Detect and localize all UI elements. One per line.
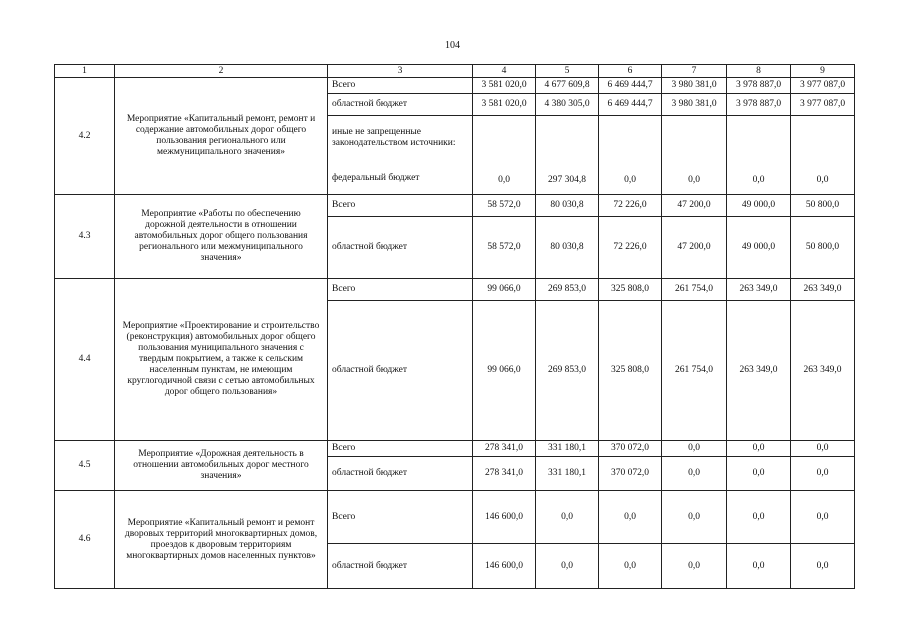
row-number: 4.3 bbox=[55, 195, 115, 279]
source-label: областной бюджет bbox=[328, 544, 473, 589]
value-cell: 146 600,0 bbox=[473, 544, 536, 589]
value-cell: 0,0 bbox=[662, 457, 727, 491]
row-number: 4.4 bbox=[55, 279, 115, 441]
value-cell: 3 978 887,0 bbox=[727, 94, 791, 116]
value-cell: 146 600,0 bbox=[473, 491, 536, 544]
value-cell: 49 000,0 bbox=[727, 217, 791, 279]
value-cell: 72 226,0 bbox=[599, 195, 662, 217]
value-cell: 6 469 444,7 bbox=[599, 78, 662, 94]
value-cell: 47 200,0 bbox=[662, 195, 727, 217]
table-row bbox=[55, 441, 855, 457]
measure-name: Мероприятие «Дорожная деятельность в отношении автомобильных дорог местного значения» bbox=[115, 441, 328, 491]
value-cell: 0,0 bbox=[727, 441, 791, 457]
value-cell: 0,0 bbox=[662, 116, 727, 195]
value-cell: 331 180,1 bbox=[536, 441, 599, 457]
measure-name: Мероприятие «Проектирование и строительство (реконструкция) автомобильных дорог общего пользования муниципального значения с твердым покрытием, а также к сельским населенным пунктам, не имеющим круглогодичной связи с сетью автомобильных дорог общего пользования» bbox=[115, 279, 328, 441]
source-label: Всего bbox=[328, 441, 473, 457]
row-number: 4.2 bbox=[55, 78, 115, 195]
value-cell: 0,0 bbox=[727, 491, 791, 544]
value-cell: 3 980 381,0 bbox=[662, 94, 727, 116]
value-cell: 278 341,0 bbox=[473, 441, 536, 457]
header-row bbox=[55, 65, 855, 78]
value-cell: 80 030,8 bbox=[536, 217, 599, 279]
value-cell: 49 000,0 bbox=[727, 195, 791, 217]
value-cell: 263 349,0 bbox=[727, 279, 791, 301]
source-label: областной бюджет bbox=[328, 457, 473, 491]
value-cell: 58 572,0 bbox=[473, 195, 536, 217]
page-number: 104 bbox=[445, 40, 460, 51]
source-label-group bbox=[328, 116, 473, 195]
value-cell: 0,0 bbox=[599, 544, 662, 589]
value-cell: 3 977 087,0 bbox=[791, 94, 855, 116]
value-cell: 72 226,0 bbox=[599, 217, 662, 279]
measure-name: Мероприятие «Капитальный ремонт, ремонт и содержание автомобильных дорог общего пользования регионального или межмуниципального значения» bbox=[115, 78, 328, 195]
table-row bbox=[55, 279, 855, 301]
value-cell: 0,0 bbox=[662, 441, 727, 457]
value-cell: 0,0 bbox=[791, 441, 855, 457]
value-cell: 297 304,8 bbox=[536, 116, 599, 195]
value-cell: 3 581 020,0 bbox=[473, 78, 536, 94]
value-cell: 0,0 bbox=[791, 544, 855, 589]
value-cell: 325 808,0 bbox=[599, 279, 662, 301]
value-cell: 99 066,0 bbox=[473, 301, 536, 441]
table-row bbox=[55, 78, 855, 94]
value-cell: 4 677 609,8 bbox=[536, 78, 599, 94]
source-label: областной бюджет bbox=[328, 217, 473, 279]
value-cell: 370 072,0 bbox=[599, 441, 662, 457]
row-number: 4.6 bbox=[55, 491, 115, 589]
value-cell: 269 853,0 bbox=[536, 301, 599, 441]
value-cell: 0,0 bbox=[727, 116, 791, 195]
header-cell: 9 bbox=[791, 65, 855, 78]
value-cell: 3 978 887,0 bbox=[727, 78, 791, 94]
value-cell: 0,0 bbox=[662, 491, 727, 544]
value-cell: 6 469 444,7 bbox=[599, 94, 662, 116]
header-cell: 6 bbox=[599, 65, 662, 78]
header-cell: 3 bbox=[328, 65, 473, 78]
value-cell: 278 341,0 bbox=[473, 457, 536, 491]
value-cell: 80 030,8 bbox=[536, 195, 599, 217]
value-cell: 99 066,0 bbox=[473, 279, 536, 301]
value-cell: 269 853,0 bbox=[536, 279, 599, 301]
value-cell: 50 800,0 bbox=[791, 195, 855, 217]
header-cell: 8 bbox=[727, 65, 791, 78]
value-cell: 261 754,0 bbox=[662, 279, 727, 301]
row-number: 4.5 bbox=[55, 441, 115, 491]
value-cell: 4 380 305,0 bbox=[536, 94, 599, 116]
source-label: федеральный бюджет bbox=[332, 172, 420, 183]
value-cell: 0,0 bbox=[536, 491, 599, 544]
budget-table bbox=[54, 64, 855, 589]
header-cell: 5 bbox=[536, 65, 599, 78]
value-cell: 50 800,0 bbox=[791, 217, 855, 279]
source-label: Всего bbox=[328, 279, 473, 301]
measure-name: Мероприятие «Капитальный ремонт и ремонт дворовых территорий многоквартирных домов, проездов к дворовым территориям многоквартирных домов населенных пунктов» bbox=[115, 491, 328, 589]
value-cell: 0,0 bbox=[727, 457, 791, 491]
measure-name: Мероприятие «Работы по обеспечению дорожной деятельности в отношении автомобильных дорог общего пользования регионального или межмуниципального значения» bbox=[115, 195, 328, 279]
source-label: Всего bbox=[328, 78, 473, 94]
value-cell: 0,0 bbox=[536, 544, 599, 589]
value-cell: 263 349,0 bbox=[727, 301, 791, 441]
value-cell: 0,0 bbox=[473, 116, 536, 195]
source-label: областной бюджет bbox=[328, 94, 473, 116]
value-cell: 370 072,0 bbox=[599, 457, 662, 491]
value-cell: 0,0 bbox=[791, 491, 855, 544]
value-cell: 261 754,0 bbox=[662, 301, 727, 441]
other-sources-label: иные не запрещенные законодательством источники: bbox=[332, 126, 456, 148]
value-cell: 58 572,0 bbox=[473, 217, 536, 279]
value-cell: 0,0 bbox=[791, 457, 855, 491]
value-cell: 0,0 bbox=[599, 116, 662, 195]
value-cell: 3 980 381,0 bbox=[662, 78, 727, 94]
value-cell: 325 808,0 bbox=[599, 301, 662, 441]
header-cell: 7 bbox=[662, 65, 727, 78]
header-cell: 2 bbox=[115, 65, 328, 78]
table-row bbox=[55, 195, 855, 217]
value-cell: 331 180,1 bbox=[536, 457, 599, 491]
value-cell: 0,0 bbox=[599, 491, 662, 544]
source-label: Всего bbox=[328, 195, 473, 217]
source-label: Всего bbox=[328, 491, 473, 544]
value-cell: 3 581 020,0 bbox=[473, 94, 536, 116]
value-cell: 0,0 bbox=[662, 544, 727, 589]
source-label: областной бюджет bbox=[328, 301, 473, 441]
value-cell: 0,0 bbox=[727, 544, 791, 589]
value-cell: 0,0 bbox=[791, 116, 855, 195]
header-cell: 4 bbox=[473, 65, 536, 78]
value-cell: 263 349,0 bbox=[791, 301, 855, 441]
header-cell: 1 bbox=[55, 65, 115, 78]
table-row bbox=[55, 491, 855, 544]
value-cell: 3 977 087,0 bbox=[791, 78, 855, 94]
value-cell: 47 200,0 bbox=[662, 217, 727, 279]
value-cell: 263 349,0 bbox=[791, 279, 855, 301]
